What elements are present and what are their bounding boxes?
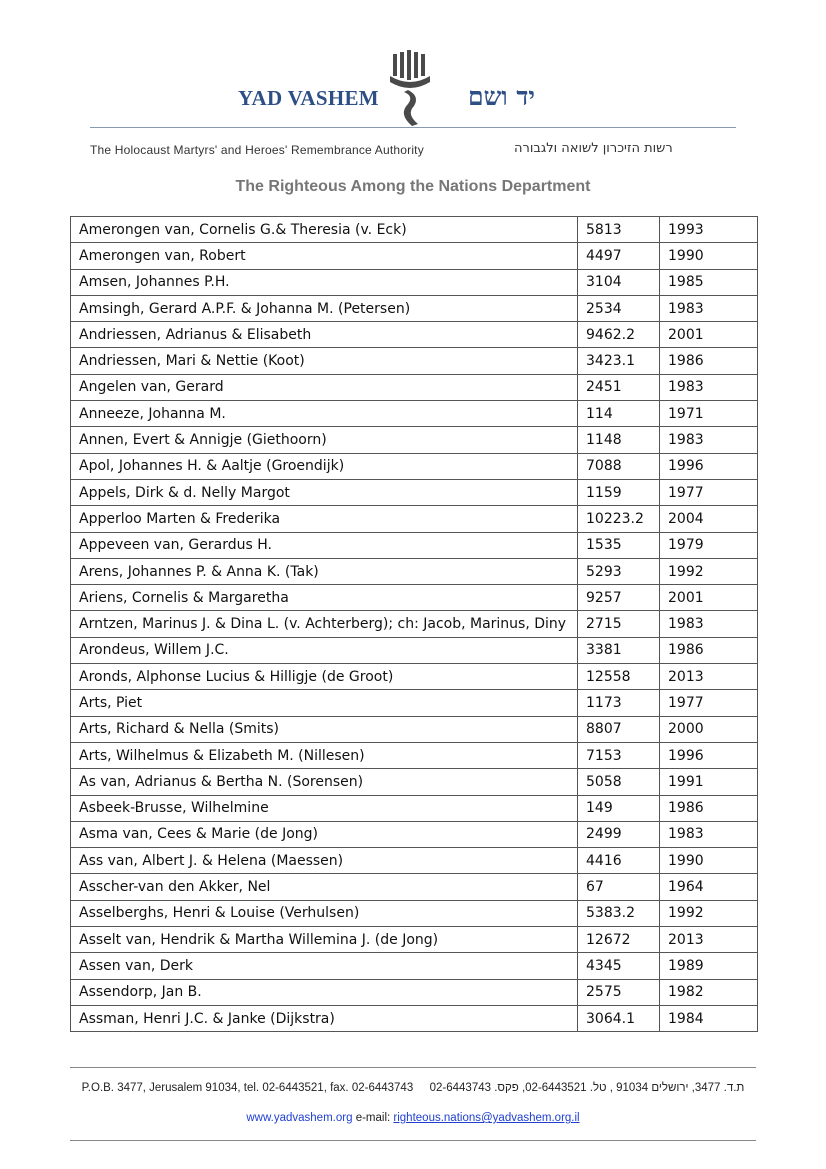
year-cell: 1990 — [660, 848, 758, 874]
table-row — [71, 322, 758, 348]
name-cell: Arens, Johannes P. & Anna K. (Tak) — [71, 558, 578, 584]
name-cell: Assendorp, Jan B. — [71, 979, 578, 1005]
file-number-cell: 3064.1 — [578, 1005, 660, 1031]
authority-name-english: The Holocaust Martyrs' and Heroes' Remembrance Authority — [90, 143, 424, 157]
website-link[interactable]: www.yadvashem.org — [246, 1112, 353, 1124]
email-link[interactable]: righteous.nations@yadvashem.org.il — [393, 1112, 580, 1124]
file-number-cell: 4497 — [578, 243, 660, 269]
year-cell: 1964 — [660, 874, 758, 900]
footer-contacts — [0, 1112, 826, 1124]
name-cell: Arts, Piet — [71, 690, 578, 716]
name-cell: Appeveen van, Gerardus H. — [71, 532, 578, 558]
name-cell: Arntzen, Marinus J. & Dina L. (v. Achterberg); ch: Jacob, Marinus, Diny — [71, 611, 578, 637]
name-cell: As van, Adrianus & Bertha N. (Sorensen) — [71, 769, 578, 795]
table-row — [71, 585, 758, 611]
header-divider — [90, 127, 736, 128]
year-cell: 2000 — [660, 716, 758, 742]
table-row — [71, 506, 758, 532]
name-cell: Appels, Dirk & d. Nelly Margot — [71, 479, 578, 505]
year-cell: 1983 — [660, 611, 758, 637]
file-number-cell: 114 — [578, 401, 660, 427]
file-number-cell: 5058 — [578, 769, 660, 795]
table-row — [71, 532, 758, 558]
year-cell: 1993 — [660, 217, 758, 243]
table-row — [71, 664, 758, 690]
name-cell: Arts, Wilhelmus & Elizabeth M. (Nillesen) — [71, 742, 578, 768]
table-row — [71, 401, 758, 427]
table-row — [71, 558, 758, 584]
year-cell: 1971 — [660, 401, 758, 427]
file-number-cell: 3381 — [578, 637, 660, 663]
table-row — [71, 453, 758, 479]
name-cell: Amerongen van, Robert — [71, 243, 578, 269]
name-cell: Amerongen van, Cornelis G.& Theresia (v. Eck) — [71, 217, 578, 243]
year-cell: 2001 — [660, 585, 758, 611]
year-cell: 1983 — [660, 427, 758, 453]
file-number-cell: 149 — [578, 795, 660, 821]
table-row — [71, 716, 758, 742]
table-row — [71, 295, 758, 321]
table-row — [71, 742, 758, 768]
year-cell: 2004 — [660, 506, 758, 532]
file-number-cell: 10223.2 — [578, 506, 660, 532]
name-cell: Amsingh, Gerard A.P.F. & Johanna M. (Petersen) — [71, 295, 578, 321]
year-cell: 1985 — [660, 269, 758, 295]
table-row — [71, 348, 758, 374]
name-cell: Asscher-van den Akker, Nel — [71, 874, 578, 900]
name-cell: Apol, Johannes H. & Aaltje (Groendijk) — [71, 453, 578, 479]
file-number-cell: 7153 — [578, 742, 660, 768]
name-cell: Asbeek-Brusse, Wilhelmine — [71, 795, 578, 821]
file-number-cell: 4416 — [578, 848, 660, 874]
righteous-records-table — [70, 216, 758, 1032]
name-cell: Ariens, Cornelis & Margaretha — [71, 585, 578, 611]
table-row — [71, 953, 758, 979]
table-row — [71, 874, 758, 900]
year-cell: 1984 — [660, 1005, 758, 1031]
file-number-cell: 8807 — [578, 716, 660, 742]
file-number-cell: 5383.2 — [578, 900, 660, 926]
table-row — [71, 611, 758, 637]
year-cell: 1977 — [660, 690, 758, 716]
authority-name-hebrew: רשות הזיכרון לשואה ולגבורה — [514, 141, 673, 156]
footer-bottom-divider — [70, 1140, 756, 1141]
table-row — [71, 269, 758, 295]
address-english: P.O.B. 3477, Jerusalem 91034, tel. 02-6443521, fax. 02-6443743 — [81, 1082, 414, 1094]
name-cell: Asselt van, Hendrik & Martha Willemina J. (de Jong) — [71, 927, 578, 953]
year-cell: 1986 — [660, 348, 758, 374]
name-cell: Annen, Evert & Annigje (Giethoorn) — [71, 427, 578, 453]
name-cell: Aronds, Alphonse Lucius & Hilligje (de Groot) — [71, 664, 578, 690]
file-number-cell: 3423.1 — [578, 348, 660, 374]
page-header — [0, 0, 826, 200]
file-number-cell: 2575 — [578, 979, 660, 1005]
table-row — [71, 848, 758, 874]
file-number-cell: 1535 — [578, 532, 660, 558]
table-row — [71, 821, 758, 847]
file-number-cell: 4345 — [578, 953, 660, 979]
year-cell: 1979 — [660, 532, 758, 558]
year-cell: 1983 — [660, 295, 758, 321]
year-cell: 1992 — [660, 900, 758, 926]
name-cell: Arondeus, Willem J.C. — [71, 637, 578, 663]
table-row — [71, 690, 758, 716]
name-cell: Angelen van, Gerard — [71, 374, 578, 400]
footer-address — [0, 1082, 826, 1094]
table-row — [71, 927, 758, 953]
name-cell: Apperloo Marten & Frederika — [71, 506, 578, 532]
file-number-cell: 12558 — [578, 664, 660, 690]
file-number-cell: 9462.2 — [578, 322, 660, 348]
table-row — [71, 795, 758, 821]
file-number-cell: 2715 — [578, 611, 660, 637]
table-row — [71, 769, 758, 795]
year-cell: 1983 — [660, 821, 758, 847]
name-cell: Andriessen, Adrianus & Elisabeth — [71, 322, 578, 348]
name-cell: Anneeze, Johanna M. — [71, 401, 578, 427]
email-label: e-mail: — [355, 1112, 391, 1124]
name-cell: Assen van, Derk — [71, 953, 578, 979]
year-cell: 1986 — [660, 795, 758, 821]
file-number-cell: 1159 — [578, 479, 660, 505]
table-row — [71, 1005, 758, 1031]
file-number-cell: 9257 — [578, 585, 660, 611]
year-cell: 1982 — [660, 979, 758, 1005]
year-cell: 1991 — [660, 769, 758, 795]
name-cell: Asselberghs, Henri & Louise (Verhulsen) — [71, 900, 578, 926]
department-title: The Righteous Among the Nations Department — [235, 178, 591, 195]
file-number-cell: 2499 — [578, 821, 660, 847]
name-cell: Arts, Richard & Nella (Smits) — [71, 716, 578, 742]
table-row — [71, 427, 758, 453]
name-cell: Asma van, Cees & Marie (de Jong) — [71, 821, 578, 847]
year-cell: 1992 — [660, 558, 758, 584]
year-cell: 2013 — [660, 927, 758, 953]
file-number-cell: 5813 — [578, 217, 660, 243]
file-number-cell: 12672 — [578, 927, 660, 953]
name-cell: Assman, Henri J.C. & Janke (Dijkstra) — [71, 1005, 578, 1031]
table-row — [71, 479, 758, 505]
brand-name-hebrew: יד ושם — [468, 82, 535, 111]
year-cell: 1990 — [660, 243, 758, 269]
year-cell: 1983 — [660, 374, 758, 400]
name-cell: Ass van, Albert J. & Helena (Maessen) — [71, 848, 578, 874]
year-cell: 1996 — [660, 742, 758, 768]
file-number-cell: 3104 — [578, 269, 660, 295]
year-cell: 1977 — [660, 479, 758, 505]
file-number-cell: 1173 — [578, 690, 660, 716]
file-number-cell: 7088 — [578, 453, 660, 479]
year-cell: 1986 — [660, 637, 758, 663]
menorah-logo-icon — [384, 50, 436, 128]
file-number-cell: 5293 — [578, 558, 660, 584]
year-cell: 1989 — [660, 953, 758, 979]
brand-name-english: YAD VASHEM — [238, 86, 379, 110]
table-row — [71, 900, 758, 926]
table-row — [71, 243, 758, 269]
table-row — [71, 217, 758, 243]
table-row — [71, 979, 758, 1005]
year-cell: 2001 — [660, 322, 758, 348]
file-number-cell: 1148 — [578, 427, 660, 453]
file-number-cell: 2534 — [578, 295, 660, 321]
address-hebrew: ת.ד. 3477, ירושלים 91034 , טל. 02-6443521, פקס. 02-6443743 — [429, 1082, 745, 1094]
name-cell: Andriessen, Mari & Nettie (Koot) — [71, 348, 578, 374]
table-row — [71, 637, 758, 663]
year-cell: 1996 — [660, 453, 758, 479]
footer-top-divider — [70, 1067, 756, 1068]
name-cell: Amsen, Johannes P.H. — [71, 269, 578, 295]
file-number-cell: 2451 — [578, 374, 660, 400]
table-row — [71, 374, 758, 400]
year-cell: 2013 — [660, 664, 758, 690]
file-number-cell: 67 — [578, 874, 660, 900]
